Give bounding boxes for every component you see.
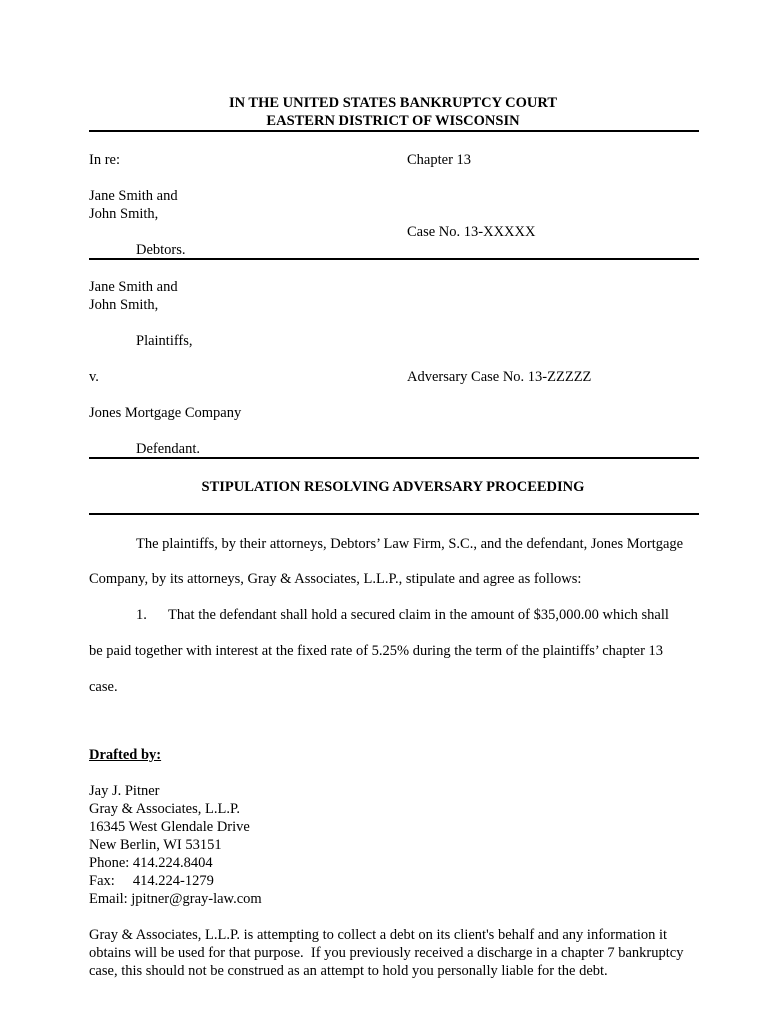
intro-line-1: The plaintiffs, by their attorneys, Debtors’ Law Firm, S.C., and the defendant, Jones Mortgage: [136, 536, 684, 552]
defendant-name: Jones Mortgage Company: [89, 405, 242, 421]
chapter-label: Chapter 13: [407, 152, 472, 168]
plaintiff-name-line2: John Smith,: [89, 297, 159, 313]
item-1-line-2: be paid together with interest at the fixed rate of 5.25% during the term of the plaintiffs’ chapter 13: [89, 643, 664, 659]
intro-line-2: Company, by its attorneys, Gray & Associates, L.L.P., stipulate and agree as follows:: [89, 571, 582, 587]
item-1-line-3: case.: [89, 679, 118, 695]
drafter-name: Jay J. Pitner: [89, 783, 160, 799]
debtor-name-line2: John Smith,: [89, 206, 159, 222]
drafter-email: Email: jpitner@gray-law.com: [89, 891, 262, 907]
drafter-street: 16345 West Glendale Drive: [89, 819, 250, 835]
in-re-label: In re:: [89, 152, 120, 168]
notice-line-1: Gray & Associates, L.L.P. is attempting to collect a debt on its client's behalf and any information it: [89, 927, 668, 943]
document-title: STIPULATION RESOLVING ADVERSARY PROCEEDING: [201, 479, 585, 495]
versus-label: v.: [89, 369, 99, 385]
court-district: EASTERN DISTRICT OF WISCONSIN: [266, 113, 520, 129]
item-1-line-1: That the defendant shall hold a secured claim in the amount of $35,000.00 which shall: [168, 607, 669, 623]
drafted-by-heading: Drafted by:: [89, 747, 162, 763]
title-rule: [89, 513, 699, 515]
notice-line-3: case, this should not be construed as an attempt to hold you personally liable for the debt.: [89, 963, 608, 979]
court-name: IN THE UNITED STATES BANKRUPTCY COURT: [228, 95, 558, 111]
drafter-phone: Phone: 414.224.8404: [89, 855, 213, 871]
drafter-firm: Gray & Associates, L.L.P.: [89, 801, 241, 817]
notice-line-2: obtains will be used for that purpose. If you previously received a discharge in a chapter 7 bankruptcy: [89, 945, 684, 961]
drafter-fax: Fax: 414.224-1279: [89, 873, 214, 889]
drafter-city: New Berlin, WI 53151: [89, 837, 222, 853]
case-number: Case No. 13-XXXXX: [407, 224, 536, 240]
header-rule: [89, 130, 699, 132]
debtors-label: Debtors.: [136, 242, 186, 258]
adversary-case-number: Adversary Case No. 13-ZZZZZ: [407, 369, 592, 385]
plaintiff-name-line1: Jane Smith and: [89, 279, 178, 295]
plaintiffs-label: Plaintiffs,: [136, 333, 193, 349]
caption-rule: [89, 258, 699, 260]
item-1-number: 1.: [136, 607, 147, 623]
defendant-rule: [89, 457, 699, 459]
defendant-label: Defendant.: [136, 441, 201, 457]
debtor-name-line1: Jane Smith and: [89, 188, 178, 204]
